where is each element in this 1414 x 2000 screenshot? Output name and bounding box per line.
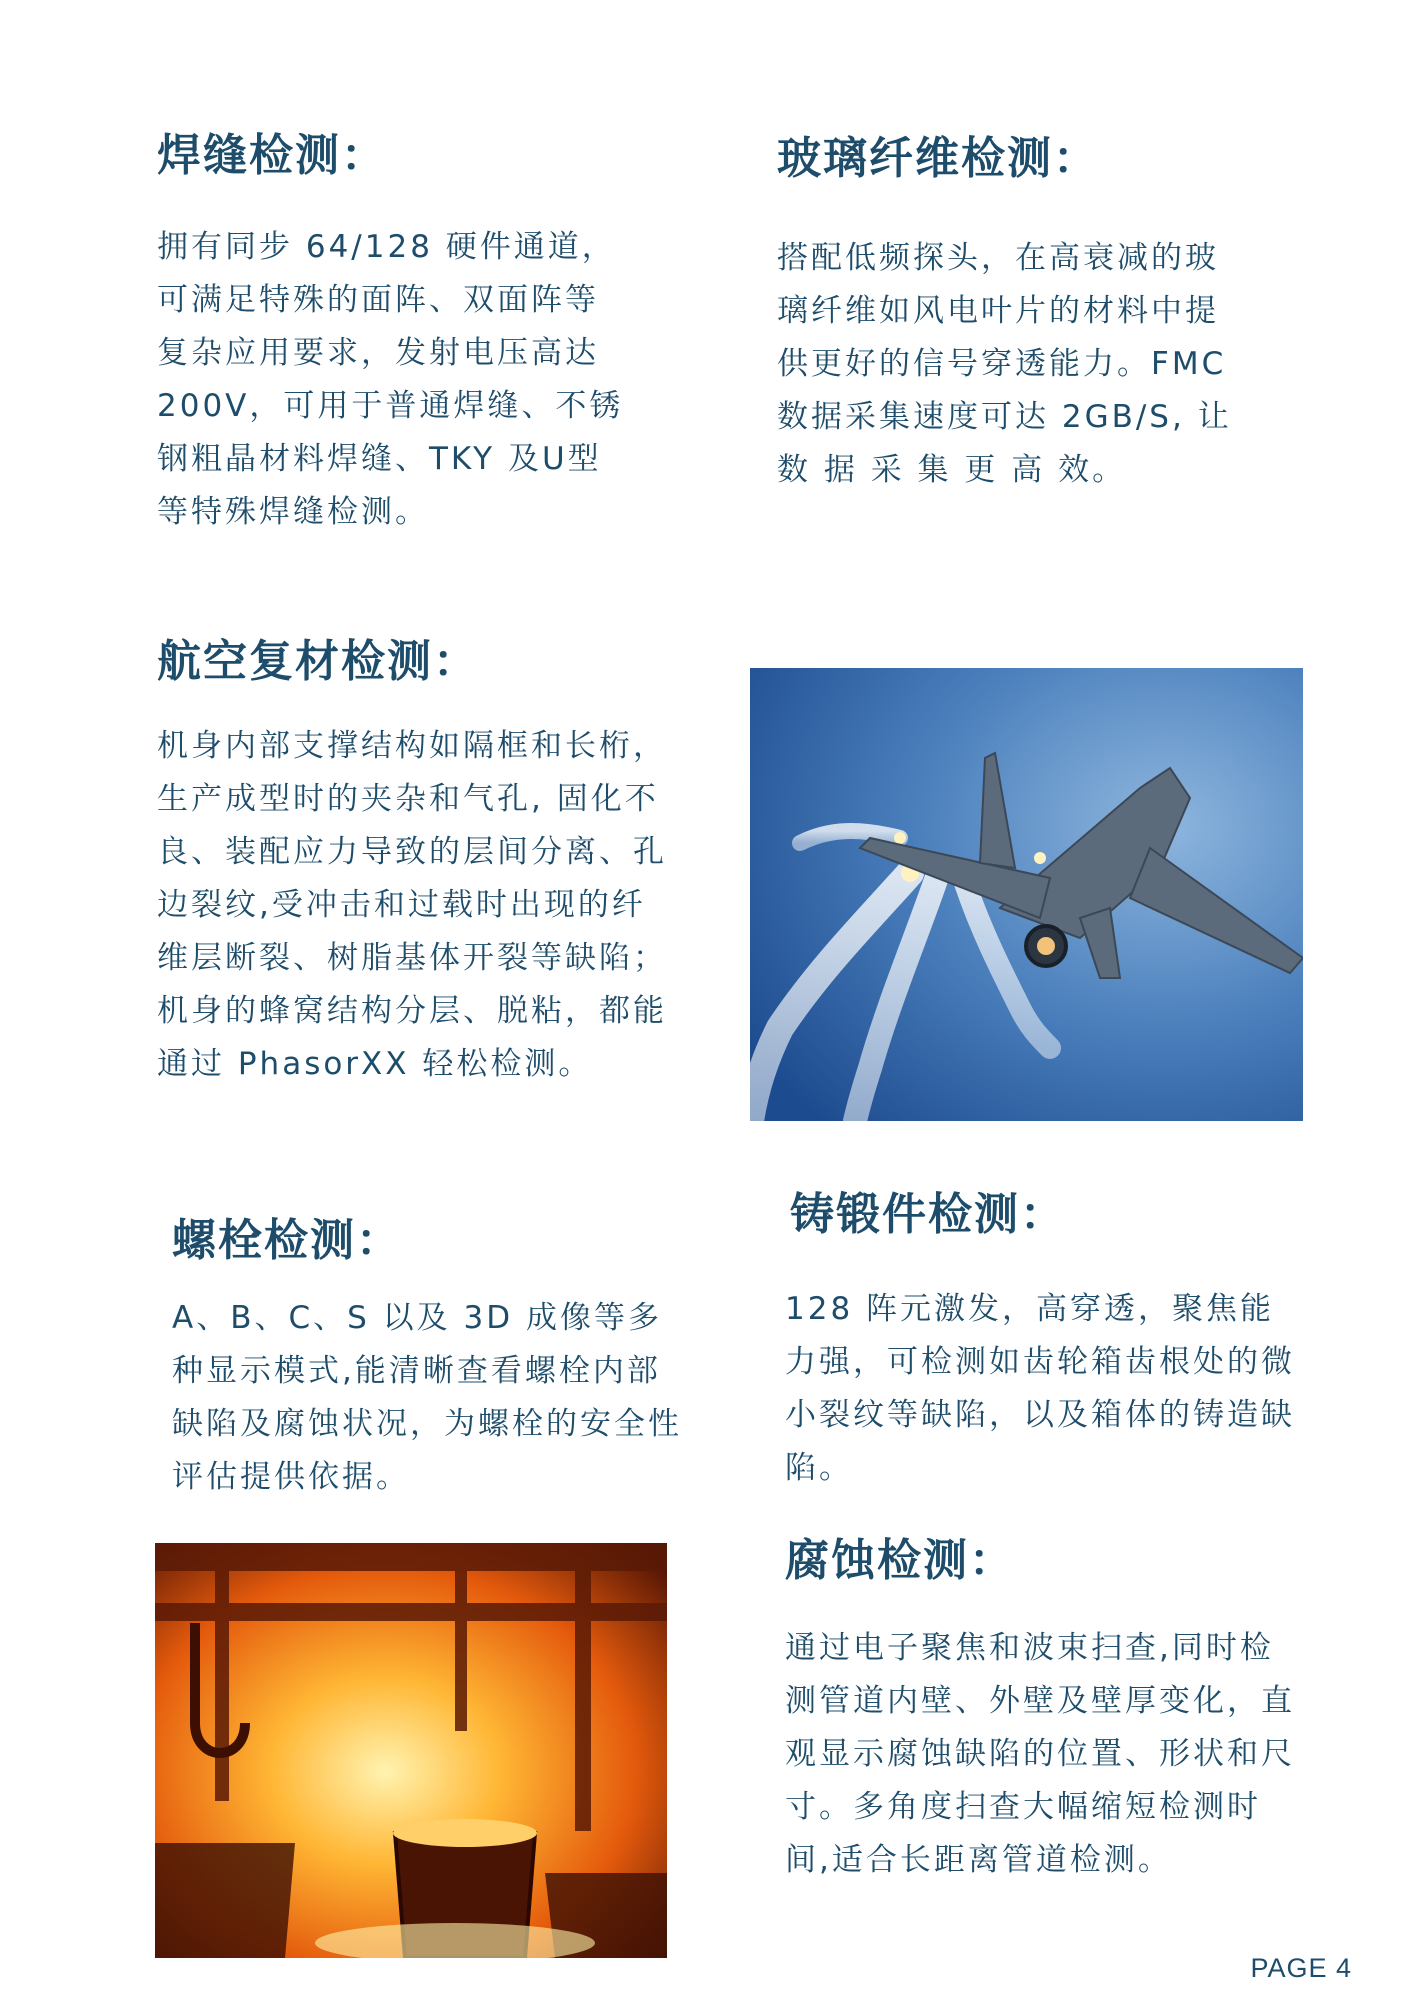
aero-composite-inspection-text: 机身内部支撑结构如隔框和长桁，生产成型时的夹杂和气孔, 固化不良、装配应力导致的层间分离、孔边裂纹,受冲击和过载时出现的纤维层断裂、树脂基体开裂等缺陷；机身的蜂窝结构分层、脱粘，都能通过 PhasorXX 轻松检测。 (157, 728, 667, 1082)
casting-forging-inspection-text: 128 阵元激发，高穿透，聚焦能力强，可检测如齿轮箱齿根处的微小裂纹等缺陷，以及箱体的铸造缺陷。 (785, 1291, 1295, 1486)
casting-forging-inspection-title: 铸锻件检测： (790, 1189, 1066, 1240)
page-number: PAGE 4 (1250, 1953, 1352, 1983)
fighter-jet-photo (750, 668, 1303, 1121)
corrosion-inspection-text: 通过电子聚焦和波束扫查,同时检测管道内壁、外壁及壁厚变化，直观显示腐蚀缺陷的位置、形状和尺寸。多角度扫查大幅缩短检测时间,适合长距离管道检测。 (785, 1630, 1295, 1878)
bolt-inspection-title: 螺栓检测： (172, 1215, 402, 1266)
aero-composite-inspection-title: 航空复材检测： (157, 636, 479, 687)
steel-foundry-photo (155, 1543, 667, 1958)
weld-inspection-title: 焊缝检测： (157, 130, 387, 181)
glass-fiber-inspection-text: 搭配低频探头，在高衰减的玻璃纤维如风电叶片的材料中提供更好的信号穿透能力。FMC数据采集速度可达 2GB/S, 让 数 据 采 集 更 高 效。 (777, 240, 1232, 488)
corrosion-inspection-title: 腐蚀检测： (785, 1535, 1015, 1586)
bolt-inspection-text: A、B、C、S 以及 3D 成像等多种显示模式,能清晰查看螺栓内部缺陷及腐蚀状况，为螺栓的安全性评估提供依据。 (172, 1300, 682, 1495)
glass-fiber-inspection-title: 玻璃纤维检测： (777, 133, 1099, 184)
weld-inspection-text: 拥有同步 64/128 硬件通道，可满足特殊的面阵、双面阵等复杂应用要求，发射电压高达 200V，可用于普通焊缝、不锈钢粗晶材料焊缝、TKY 及U型等特殊焊缝检测。 (157, 229, 624, 530)
